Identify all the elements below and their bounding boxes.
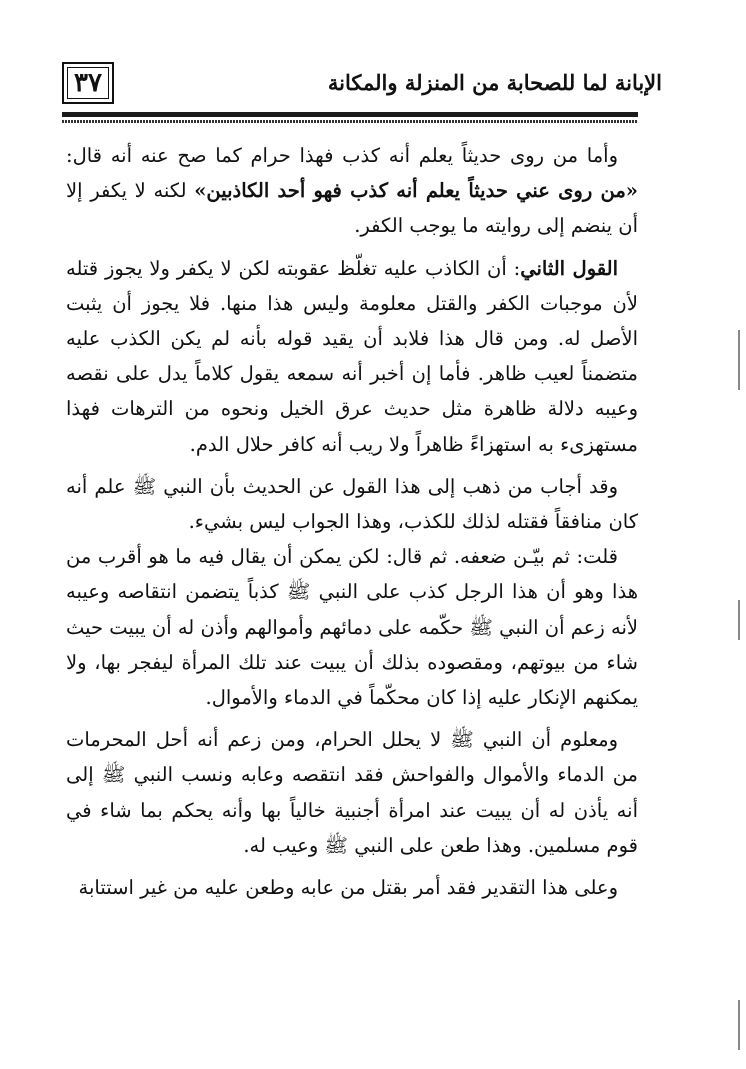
section-heading: القول الثاني — [520, 256, 618, 280]
paragraph-5 — [66, 722, 638, 863]
text-segment: وأما من روى حديثاً يعلم أنه كذب فهذا حرام كما صح عنه أنه قال: — [66, 144, 618, 167]
text-segment: ومعلوم أن النبي ﷺ لا يحلل الحرام، ومن زعم أنه أحل المحرمات من الدماء والأموال والفواحش فقد انتقصه وعابه ونسب النبي ﷺ إلى أنه يأذن له أن يبيت عند امرأة أجنبية خالياً بها وأنه يحكم بما شاء في قوم مسلمين. وهذا طعن على النبي ﷺ وعيب له. — [66, 728, 638, 857]
body-text — [66, 138, 638, 905]
text-segment: وقد أجاب من ذهب إلى هذا القول عن الحديث بأن النبي ﷺ علم أنه كان منافقاً فقتله لذلك للكذب، وهذا الجواب ليس بشيء. — [66, 474, 638, 534]
scan-edge-mark — [738, 1000, 740, 1050]
text-segment: لكنه لا يكفر إلا أن ينضم إلى روايته ما يوجب الكفر. — [66, 179, 638, 238]
scan-edge-mark — [738, 330, 740, 390]
page-number: ٣٧ — [74, 68, 102, 98]
header-rule-thick — [62, 112, 638, 117]
hadith-quote: «من روى عني حديثاً يعلم أنه كذب فهو أحد الكاذبين» — [194, 179, 638, 203]
page-number-box — [62, 62, 114, 104]
page-header — [62, 62, 662, 110]
header-rule-thin — [62, 120, 638, 123]
paragraph-4 — [66, 539, 638, 715]
paragraph-6 — [66, 870, 638, 905]
text-segment: : أن الكاذب عليه تغلّظ عقوبته لكن لا يكفر ولا يجوز قتله لأن موجبات الكفر والقتل معلومة وليس هذا منها. فلا يجوز أن يثبت الأصل له. ومن قال هذا فلابد أن يقيد قوله بأنه لم يكن الكذب عليه متضمناً لعيب ظاهر. فأما إن أخبر أنه سمعه يقول كلاماً يدل على نقصه وعيبه دلالة ظاهرة مثل حديث عرق الخيل ونحوه من الترهات فهذا مستهزىء به استهزاءً ظاهراً ولا ريب أنه كافر حلال الدم. — [66, 256, 638, 456]
scan-edge-mark — [738, 600, 740, 640]
paragraph-1 — [66, 138, 638, 244]
paragraph-2 — [66, 251, 638, 462]
text-segment: وعلى هذا التقدير فقد أمر بقتل من عابه وطعن عليه من غير استتابة — [78, 876, 618, 900]
running-title: الإبانة لما للصحابة من المنزلة والمكانة — [327, 70, 662, 95]
paragraph-3 — [66, 469, 638, 539]
text-segment: قلت: ثم بيّـن ضعفه. ثم قال: لكن يمكن أن يقال فيه ما هو أقرب من هذا وهو أن هذا الرجل كذب على النبي ﷺ كذباً يتضمن انتقاصه وعيبه لأنه زعم أن النبي ﷺ حكّمه على دمائهم وأموالهم وأذن له أن يبيت حيث شاء من بيوتهم، ومقصوده بذلك أن يبيت عند تلك المرأة ليفجر بها، ولا يمكنهم الإنكار عليه إذا كان محكّماً في الدماء والأموال. — [66, 545, 638, 710]
